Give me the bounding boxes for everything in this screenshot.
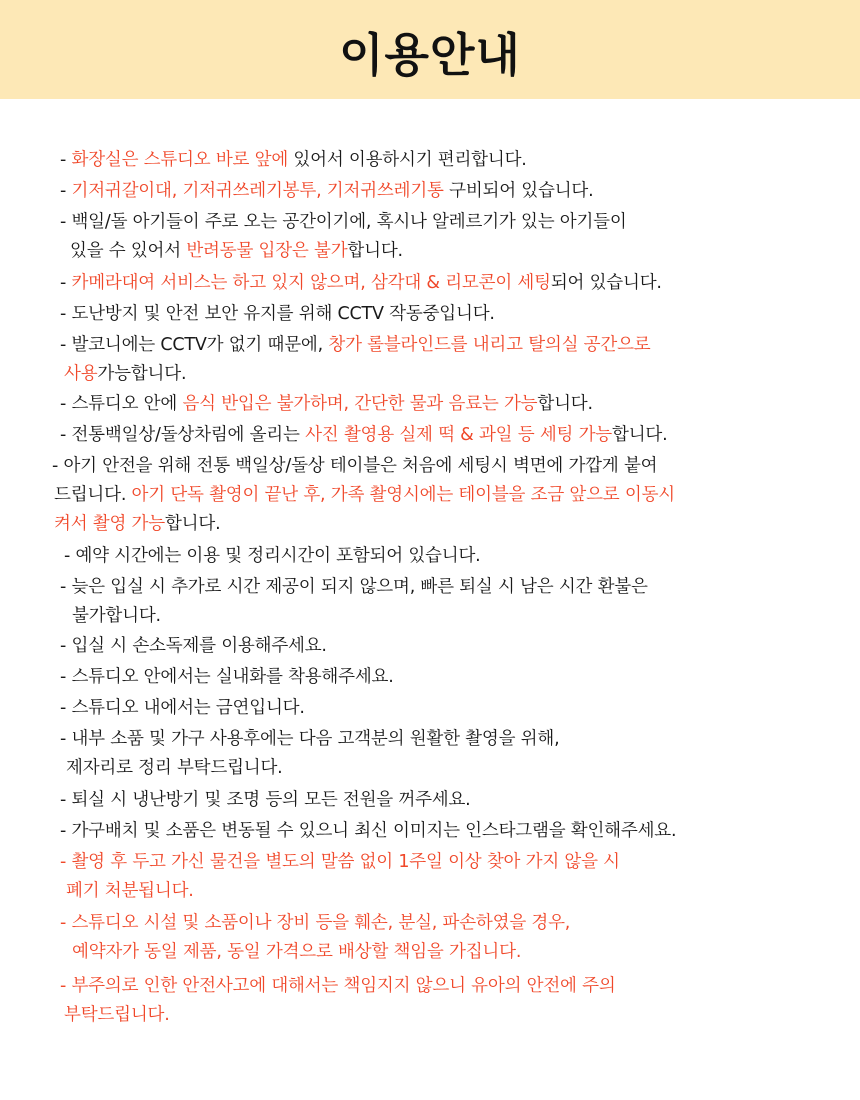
rule-line: [60, 302, 495, 326]
highlighted-text: 켜서 촬영 가능: [54, 514, 165, 534]
rule-line: [60, 210, 627, 234]
rule-text: 합니다.: [164, 514, 221, 534]
rule-text: - 스튜디오 안에서는 실내화를 착용해주세요.: [60, 667, 394, 687]
rule-line: [60, 333, 651, 357]
highlighted-text: 사용: [64, 364, 98, 384]
rule-line: [66, 879, 194, 903]
highlighted-text: 음식 반입은 불가하며, 간단한 물과 음료는 가능: [182, 394, 538, 414]
rule-line: [54, 483, 675, 507]
rule-text: - 발코니에는 CCTV가 없기 때문에,: [60, 335, 329, 355]
rule-line: [60, 850, 620, 874]
rule-line: [60, 819, 676, 843]
rule-text: 가능합니다.: [97, 364, 187, 384]
highlighted-text: 기저귀갈이대, 기저귀쓰레기봉투, 기저귀쓰레기통: [71, 181, 444, 201]
rule-line: [60, 696, 305, 720]
rule-text: - 입실 시 손소독제를 이용해주세요.: [60, 636, 327, 656]
rule-text: 있어서 이용하시기 편리합니다.: [288, 150, 527, 170]
rule-line: [64, 1003, 170, 1027]
rule-line: [70, 239, 403, 263]
rule-line: [72, 940, 521, 964]
rule-line: [72, 604, 161, 628]
rule-text: - 퇴실 시 냉난방기 및 조명 등의 모든 전원을 꺼주세요.: [60, 790, 471, 810]
rule-text: 되어 있습니다.: [550, 273, 662, 293]
rule-line: [64, 544, 481, 568]
rule-text: - 스튜디오 안에: [60, 394, 183, 414]
rule-line: [60, 148, 527, 172]
rule-line: [60, 271, 662, 295]
rule-line: [60, 788, 471, 812]
rule-text: - 예약 시간에는 이용 및 정리시간이 포함되어 있습니다.: [64, 546, 481, 566]
highlighted-text: 폐기 처분됩니다.: [66, 881, 194, 901]
highlighted-text: 창가 롤블라인드를 내리고 탈의실 공간으로: [328, 335, 651, 355]
rule-line: [60, 911, 570, 935]
rule-line: [60, 392, 593, 416]
rule-text: - 백일/돌 아기들이 주로 오는 공간이기에, 혹시나 알레르기가 있는 아기들이: [60, 212, 627, 232]
rule-text: 불가합니다.: [72, 606, 161, 626]
highlighted-text: 부탁드립니다.: [64, 1005, 170, 1025]
rule-text: 있을 수 있어서: [70, 241, 187, 261]
rule-text: - 전통백일상/돌상차림에 올리는: [60, 425, 306, 445]
rule-text: 합니다.: [612, 425, 668, 445]
rule-line: [60, 179, 593, 203]
rule-text: 드립니다.: [54, 485, 132, 505]
rule-line: [60, 575, 648, 599]
rule-line: [60, 974, 616, 998]
rule-text: - 아기 안전을 위해 전통 백일상/돌상 테이블은 처음에 세팅시 벽면에 가깝게 붙여: [52, 456, 658, 476]
page-title: 이용안내: [339, 27, 521, 82]
highlighted-text: 예약자가 동일 제품, 동일 가격으로 배상할 책임을 가집니다.: [72, 942, 522, 962]
rule-text: -: [60, 150, 72, 170]
rule-text: 합니다.: [347, 241, 403, 261]
rule-line: [60, 665, 394, 689]
rule-text: - 내부 소품 및 가구 사용후에는 다음 고객분의 원활한 촬영을 위해,: [60, 729, 560, 749]
highlighted-text: - 촬영 후 두고 가신 물건을 별도의 말씀 없이 1주일 이상 찾아 가지 않을 시: [60, 852, 620, 872]
highlighted-text: 반려동물 입장은 불가: [186, 241, 348, 261]
rule-line: [60, 423, 668, 447]
header-banner: [0, 0, 860, 99]
rule-text: 구비되어 있습니다.: [443, 181, 594, 201]
highlighted-text: 사진 촬영용 실제 떡 & 과일 등 세팅 가능: [305, 425, 613, 445]
highlighted-text: - 부주의로 인한 안전사고에 대해서는 책임지지 않으니 유아의 안전에 주의: [60, 976, 616, 996]
rule-text: 제자리로 정리 부탁드립니다.: [66, 758, 283, 778]
highlighted-text: 카메라대여 서비스는 하고 있지 않으며, 삼각대 & 리모콘이 세팅: [71, 273, 551, 293]
highlighted-text: 화장실은 스튜디오 바로 앞에: [71, 150, 289, 170]
rule-line: [54, 512, 220, 536]
rule-text: - 가구배치 및 소품은 변동될 수 있으니 최신 이미지는 인스타그램을 확인해주세요.: [60, 821, 677, 841]
rule-line: [64, 362, 186, 386]
rule-text: - 스튜디오 내에서는 금연입니다.: [60, 698, 305, 718]
rule-text: - 늦은 입실 시 추가로 시간 제공이 되지 않으며, 빠른 퇴실 시 남은 시간 환불은: [60, 577, 648, 597]
rule-line: [52, 454, 657, 478]
rule-text: 합니다.: [537, 394, 593, 414]
rule-text: - 도난방지 및 안전 보안 유지를 위해 CCTV 작동중입니다.: [60, 304, 495, 324]
rule-line: [60, 727, 559, 751]
highlighted-text: - 스튜디오 시설 및 소품이나 장비 등을 훼손, 분실, 파손하였을 경우,: [60, 913, 571, 933]
rule-line: [66, 756, 283, 780]
highlighted-text: 아기 단독 촬영이 끝난 후, 가족 촬영시에는 테이블을 조금 앞으로 이동시: [131, 485, 675, 505]
rule-text: -: [60, 181, 72, 201]
rule-line: [60, 634, 327, 658]
rule-text: -: [60, 273, 72, 293]
